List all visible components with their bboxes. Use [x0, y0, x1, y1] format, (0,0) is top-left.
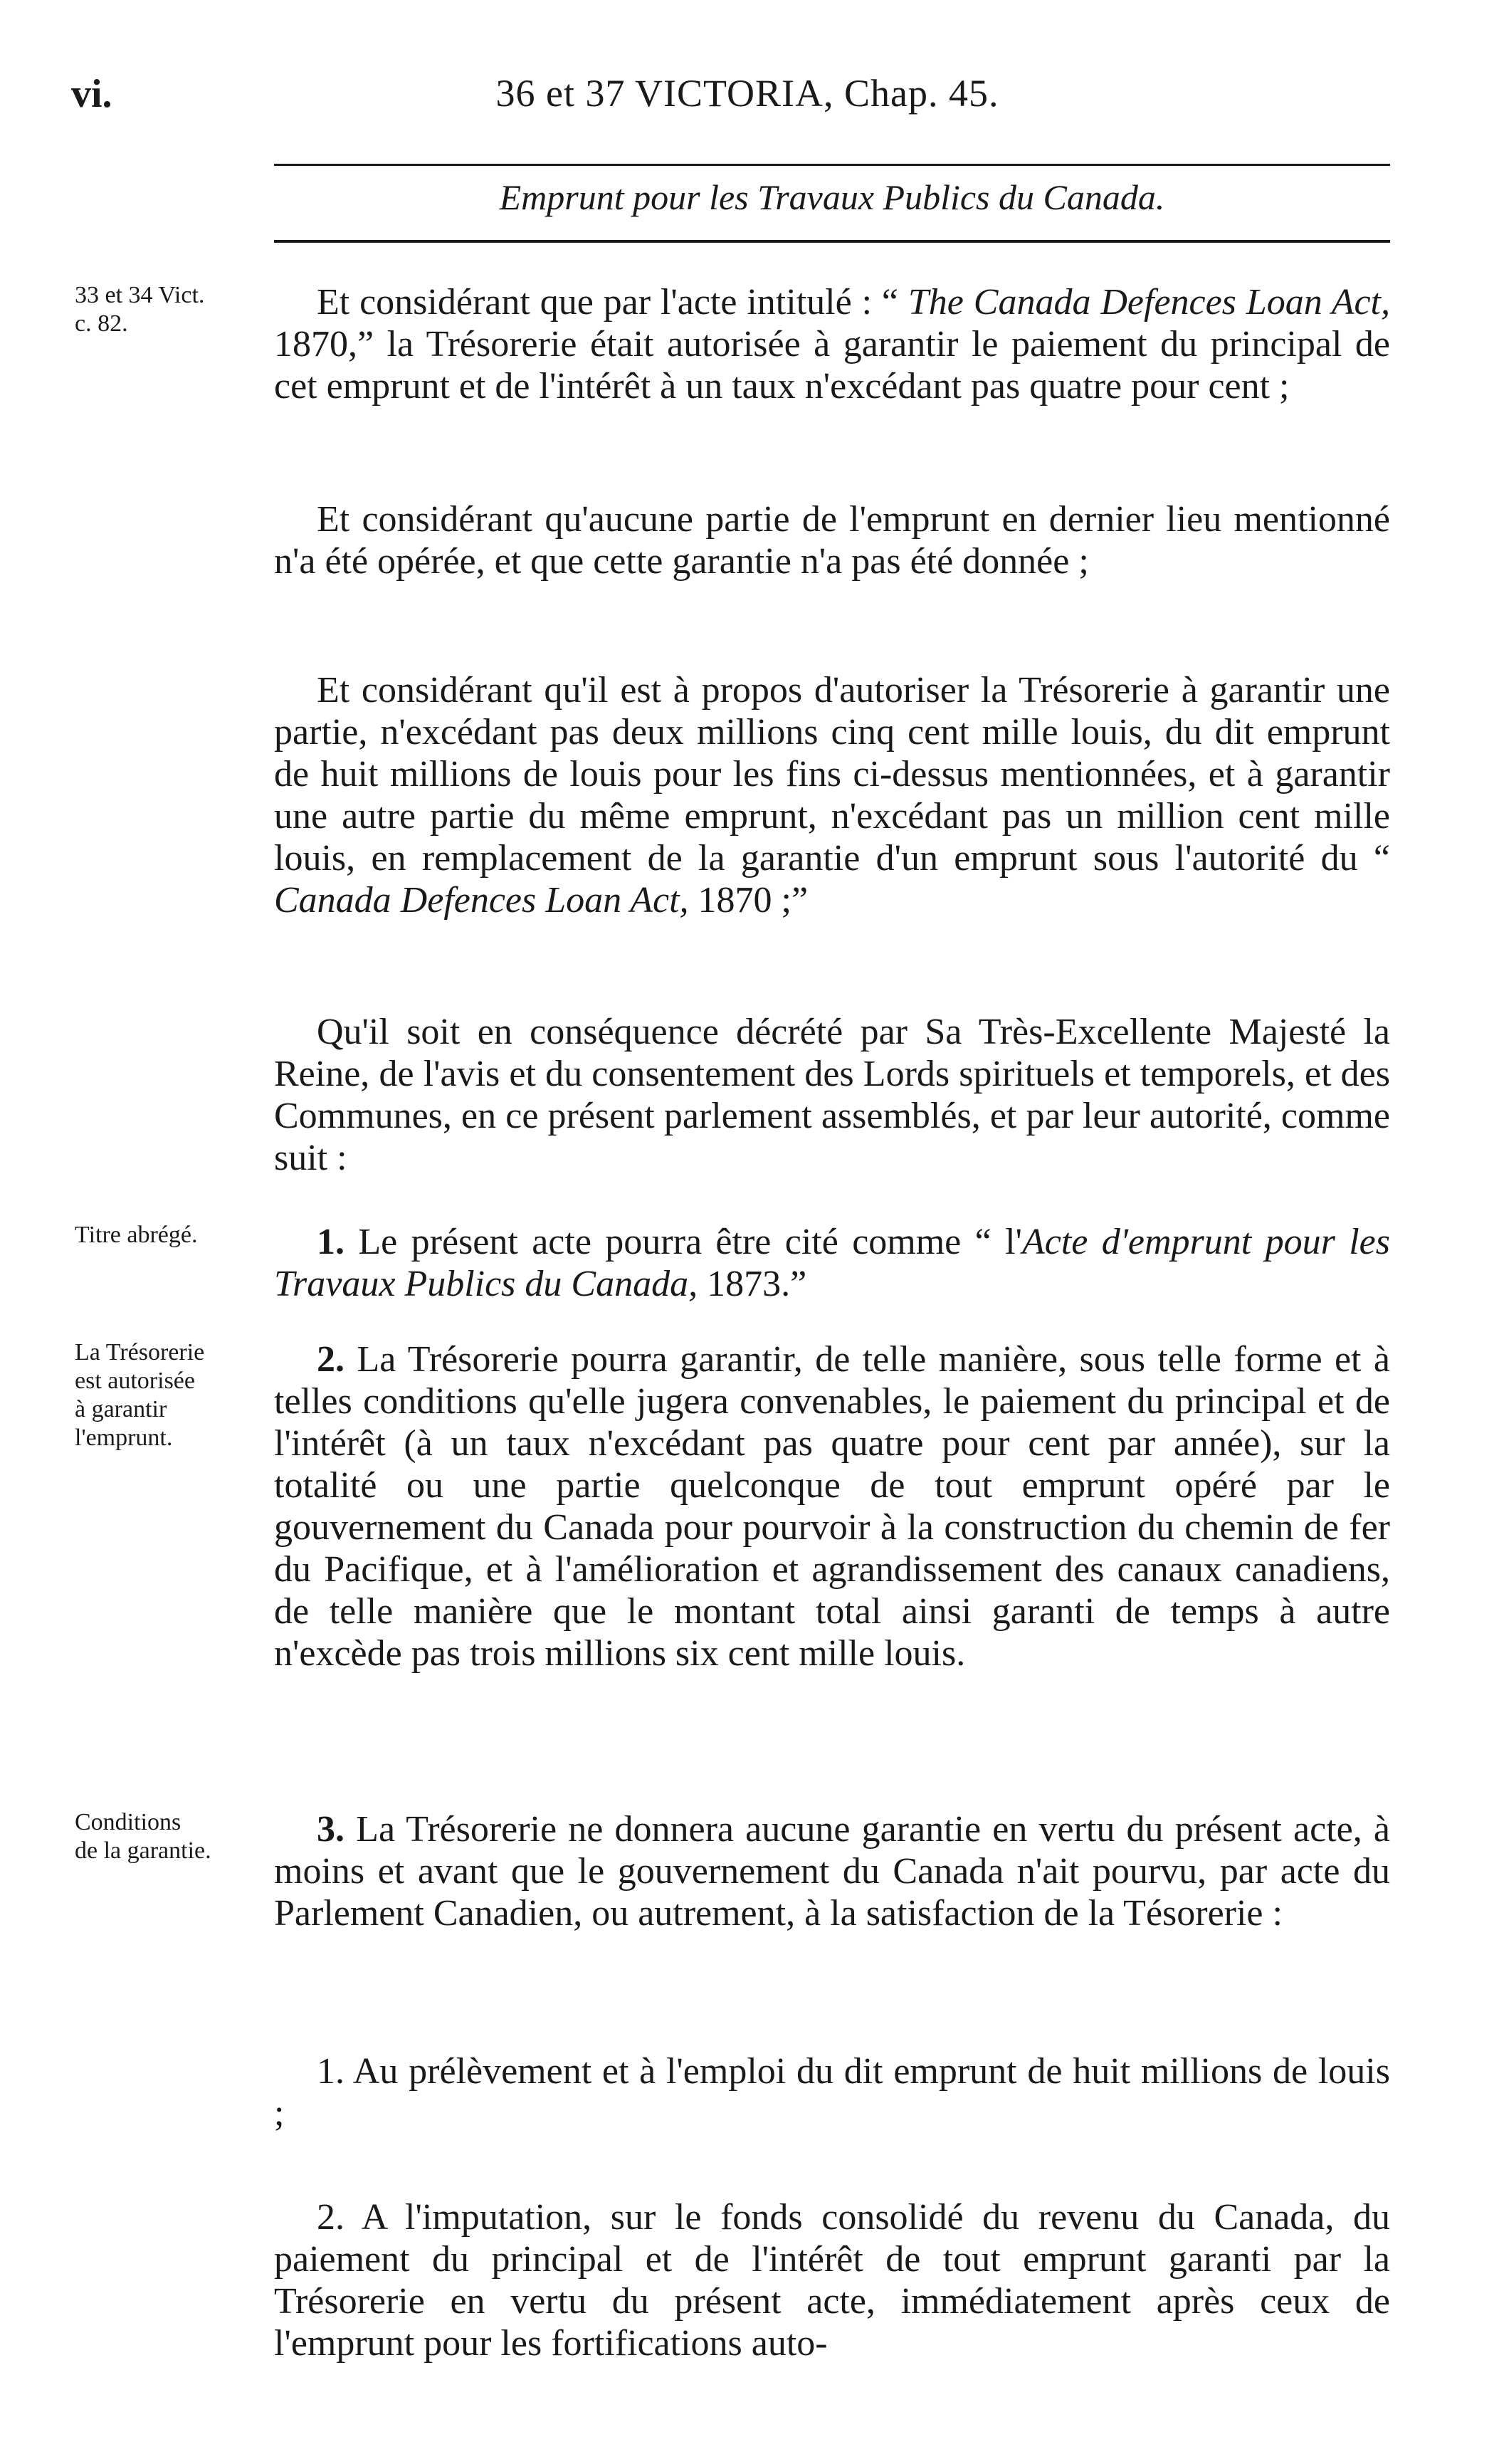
section-3	[274, 1808, 1390, 1934]
text-run: La Trésorerie ne donnera aucune garantie en vertu du présent acte, à moins et avant que le gouvernement du Canada n'ait pourvu, par acte du Parlement Canadien, ou autrement, à la satisfaction de la Tésorerie :	[274, 1809, 1390, 1934]
paragraph-whereas-2	[274, 498, 1390, 582]
text-run: 1873.”	[698, 1264, 807, 1304]
act-title-italic: The Canada Defences Loan Act,	[908, 282, 1390, 323]
header-rule-bottom	[274, 240, 1390, 243]
section-number: 2.	[317, 1339, 344, 1380]
text-run: Et considérant que par l'acte intitulé : “	[317, 282, 908, 323]
margin-note-line: c. 82.	[75, 310, 128, 337]
paragraph-whereas-3	[274, 669, 1390, 921]
margin-note-line: 33 et 34 Vict.	[75, 282, 205, 308]
text-run: 2. A l'imputation, sur le fonds consolidé du revenu du Canada, du paiement du principal et de l'intérêt de tout emprunt garanti par la Trésorerie en vertu du présent acte, immédiatement après ceux de l'emprunt pour les fortifications auto-	[274, 2197, 1390, 2364]
margin-note-conditions	[75, 1808, 270, 1865]
running-title: 36 et 37 VICTORIA, Chap. 45.	[495, 72, 999, 115]
act-title-italic: Acte d'emprunt pour les Travaux Publics du Canada,	[274, 1222, 1390, 1304]
page-number: vi.	[71, 72, 112, 116]
section-2	[274, 1338, 1390, 1674]
text-run: Le présent acte pourra être cité comme “ l'	[344, 1222, 1022, 1262]
margin-note-line: La Trésorerie	[75, 1339, 205, 1365]
list-item-2	[274, 2196, 1390, 2364]
text-run: Qu'il soit en conséquence décrété par Sa Très-Excellente Majesté la Reine, de l'avis et du consentement des Lords spirituels et temporels, et des Communes, en ce présent parlement assemblés, et par leur autorité, comme suit :	[274, 1012, 1390, 1178]
margin-note-reference	[75, 281, 270, 338]
text-run: 1870 ;”	[688, 880, 809, 921]
margin-note-short-title	[75, 1221, 270, 1249]
text-run: La Trésorerie pourra garantir, de telle manière, sous telle forme et à telles conditions qu'elle jugera convenables, le paiement du principal et de l'intérêt (à un taux n'excédant pas quatre pour cent par année), sur la totalité ou une partie quelconque de tout emprunt opéré par le gouvernement du Canada pour pourvoir à la construction du chemin de fer du Pacifique, et à l'amélioration et agrandissement des canaux canadiens, de telle manière que le montant total ainsi garanti de temps à autre n'excède pas trois millions six cent mille louis.	[274, 1339, 1390, 1674]
section-1	[274, 1221, 1390, 1305]
text-run: 1870,” la Trésorerie était autorisée à garantir le paiement du principal de cet emprunt et de l'intérêt à un taux n'excédant pas quatre pour cent ;	[274, 324, 1390, 407]
margin-note-line: l'emprunt.	[75, 1425, 173, 1451]
section-number: 3.	[317, 1809, 344, 1850]
text-run: Et considérant qu'il est à propos d'autoriser la Trésorerie à garantir une partie, n'excédant pas deux millions cinq cent mille louis, du dit emprunt de huit millions de louis pour les fins ci-dessus mentionnées, et à garantir une autre partie du même emprunt, n'excédant pas un million cent mille louis, en remplacement de la garantie d'un emprunt sous l'autorité du “	[274, 670, 1390, 879]
text-run: 1. Au prélèvement et à l'emploi du dit emprunt de huit millions de louis ;	[274, 2051, 1390, 2134]
section-number: 1.	[317, 1222, 344, 1262]
act-title-italic: Canada Defences Loan Act,	[274, 880, 689, 921]
margin-note-line: à garantir	[75, 1396, 167, 1422]
paragraph-enacting-clause	[274, 1011, 1390, 1179]
list-item-1	[274, 2050, 1390, 2134]
margin-note-line: est autorisée	[75, 1368, 195, 1394]
page-header	[71, 71, 1424, 128]
margin-note-line: Conditions	[75, 1809, 182, 1835]
margin-note-line: de la garantie.	[75, 1837, 211, 1864]
act-subtitle: Emprunt pour les Travaux Publics du Canada.	[499, 177, 1165, 217]
text-run: Et considérant qu'aucune partie de l'emprunt en dernier lieu mentionné n'a été opérée, et que cette garantie n'a pas été donnée ;	[274, 499, 1390, 582]
header-rule-top	[274, 164, 1390, 166]
margin-note-treasury	[75, 1338, 270, 1452]
margin-note-line: Titre abrégé.	[75, 1222, 198, 1248]
paragraph-whereas-1	[274, 281, 1390, 407]
